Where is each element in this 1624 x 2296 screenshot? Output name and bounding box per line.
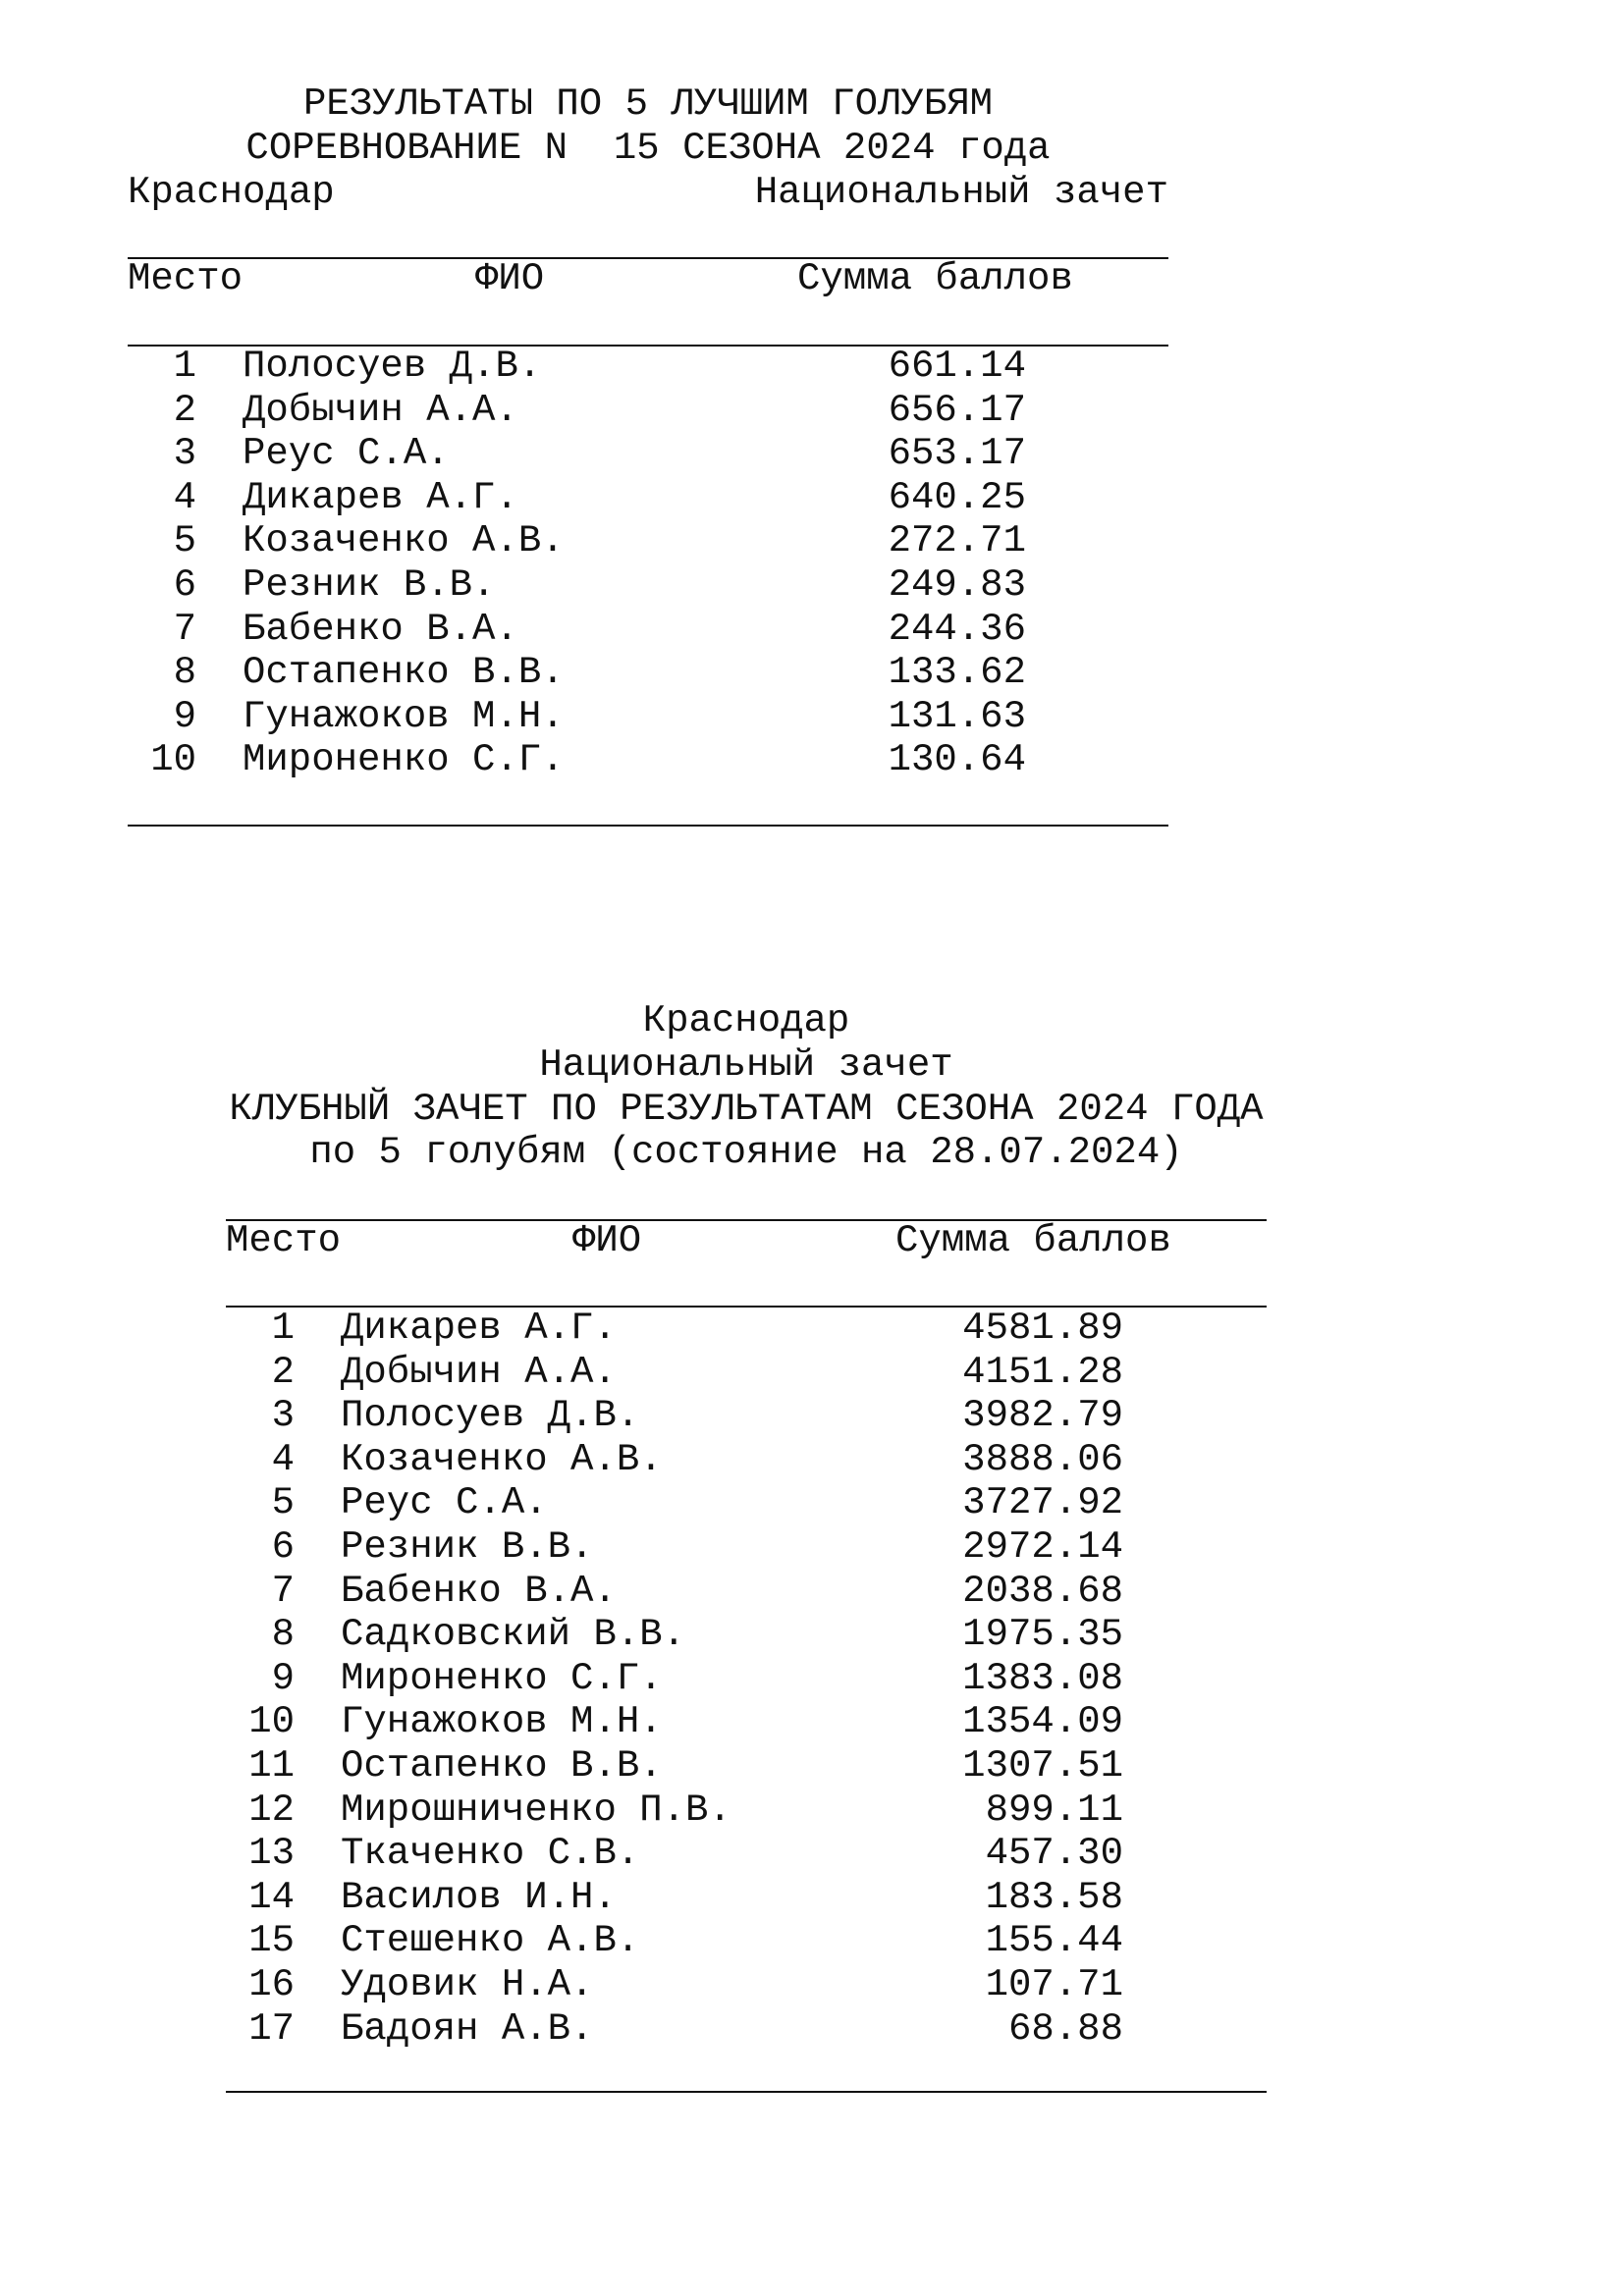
row-name: Мироненко С.Г. xyxy=(243,738,565,782)
section1-city: Краснодар xyxy=(128,171,335,214)
table-row xyxy=(128,651,1168,694)
row-place: 15 xyxy=(248,1919,295,1963)
row-score: 1307.51 xyxy=(962,1744,1123,1788)
table-row xyxy=(128,345,1168,388)
row-place: 1 xyxy=(271,1307,295,1350)
table-row xyxy=(226,1613,1267,1656)
row-score: 107.71 xyxy=(985,1963,1123,2006)
row-score: 899.11 xyxy=(985,1788,1123,1832)
section2-header-name: ФИО xyxy=(572,1219,642,1262)
row-score: 155.44 xyxy=(985,1919,1123,1963)
table-row xyxy=(226,1351,1267,1394)
table-row xyxy=(226,1525,1267,1569)
row-place: 14 xyxy=(248,1875,295,1919)
row-name: Бадоян А.В. xyxy=(341,2006,594,2051)
row-place: 16 xyxy=(248,1963,295,2006)
row-name: Резник В.В. xyxy=(243,563,496,607)
section2-category: Национальный зачет xyxy=(539,1043,953,1087)
row-score: 131.63 xyxy=(888,694,1026,738)
row-name: Добычин А.А. xyxy=(341,1350,617,1394)
row-score: 1975.35 xyxy=(962,1613,1123,1657)
row-score: 2038.68 xyxy=(962,1569,1123,1613)
section1-header-score: Сумма баллов xyxy=(797,257,1073,300)
table-row xyxy=(128,476,1168,519)
row-name: Полосуев Д.В. xyxy=(341,1394,640,1438)
row-name: Полосуев Д.В. xyxy=(243,345,542,388)
row-score: 653.17 xyxy=(888,432,1026,476)
row-name: Дикарев А.Г. xyxy=(243,475,518,519)
row-name: Гунажоков М.Н. xyxy=(341,1700,663,1744)
row-score: 249.83 xyxy=(888,563,1026,607)
table-row xyxy=(226,1394,1267,1437)
section2-subtitle: по 5 голубям (состояние на 28.07.2024) xyxy=(309,1131,1183,1174)
section2-header-place: Место xyxy=(226,1219,342,1262)
row-score: 1354.09 xyxy=(962,1700,1123,1744)
table-row xyxy=(226,1832,1267,1875)
row-place: 7 xyxy=(173,607,196,651)
row-place: 6 xyxy=(173,563,196,607)
row-score: 133.62 xyxy=(888,651,1026,695)
row-score: 656.17 xyxy=(888,388,1026,432)
table-row xyxy=(226,1789,1267,1832)
table-row xyxy=(226,1919,1267,1962)
row-name: Ткаченко С.В. xyxy=(341,1832,640,1876)
row-score: 130.64 xyxy=(888,738,1026,782)
row-place: 8 xyxy=(271,1613,295,1657)
table-row xyxy=(128,608,1168,651)
section1-title: РЕЗУЛЬТАТЫ ПО 5 ЛУЧШИМ ГОЛУБЯМ xyxy=(302,82,994,126)
row-score: 457.30 xyxy=(985,1832,1123,1876)
section2-title: КЛУБНЫЙ ЗАЧЕТ ПО РЕЗУЛЬТАТАМ СЕЗОНА 2024 ГОДА xyxy=(229,1088,1264,1131)
row-score: 244.36 xyxy=(888,607,1026,651)
row-score: 3888.06 xyxy=(962,1437,1123,1481)
row-place: 13 xyxy=(248,1832,295,1876)
section1-category: Национальный зачет xyxy=(754,171,1168,214)
table-row xyxy=(128,563,1168,607)
row-place: 2 xyxy=(173,388,196,432)
row-score: 1383.08 xyxy=(962,1656,1123,1700)
row-place: 5 xyxy=(271,1481,295,1525)
row-place: 5 xyxy=(173,519,196,563)
row-score: 183.58 xyxy=(985,1875,1123,1919)
section2-rule-bottom xyxy=(226,2091,1267,2093)
section2-city: Краснодар xyxy=(642,999,850,1042)
row-name: Козаченко А.В. xyxy=(243,519,565,563)
row-name: Резник В.В. xyxy=(341,1525,594,1569)
table-row xyxy=(226,1876,1267,1919)
row-name: Мирошниченко П.В. xyxy=(341,1788,731,1832)
row-name: Стешенко А.В. xyxy=(341,1919,640,1963)
row-name: Козаченко А.В. xyxy=(341,1437,663,1481)
table-row xyxy=(226,1570,1267,1613)
row-score: 3727.92 xyxy=(962,1481,1123,1525)
section1-header-name: ФИО xyxy=(475,257,545,300)
row-score: 4151.28 xyxy=(962,1350,1123,1394)
row-place: 10 xyxy=(248,1700,295,1744)
row-name: Мироненко С.Г. xyxy=(341,1656,663,1700)
row-score: 272.71 xyxy=(888,519,1026,563)
table-row xyxy=(128,695,1168,738)
row-score: 661.14 xyxy=(888,345,1026,388)
row-place: 9 xyxy=(173,694,196,738)
row-name: Остапенко В.В. xyxy=(243,651,565,695)
row-score: 68.88 xyxy=(1007,2006,1123,2051)
table-row xyxy=(128,738,1168,781)
row-place: 3 xyxy=(271,1394,295,1438)
row-place: 10 xyxy=(150,738,196,782)
row-place: 2 xyxy=(271,1350,295,1394)
row-score: 3982.79 xyxy=(962,1394,1123,1438)
section2-header-score: Сумма баллов xyxy=(895,1219,1171,1262)
row-name: Остапенко В.В. xyxy=(341,1744,663,1788)
row-place: 4 xyxy=(271,1437,295,1481)
table-row xyxy=(128,519,1168,562)
row-name: Добычин А.А. xyxy=(243,388,518,432)
row-name: Бабенко В.А. xyxy=(341,1569,617,1613)
row-place: 17 xyxy=(248,2006,295,2051)
row-place: 4 xyxy=(173,475,196,519)
table-row xyxy=(226,2007,1267,2051)
row-place: 8 xyxy=(173,651,196,695)
row-place: 1 xyxy=(173,345,196,388)
row-score: 4581.89 xyxy=(962,1307,1123,1350)
section1-rule-bottom xyxy=(128,825,1168,827)
row-name: Реус С.А. xyxy=(243,432,450,476)
table-row xyxy=(226,1657,1267,1700)
row-score: 2972.14 xyxy=(962,1525,1123,1569)
row-name: Садковский В.В. xyxy=(341,1613,686,1657)
table-row xyxy=(226,1963,1267,2006)
row-score: 640.25 xyxy=(888,475,1026,519)
table-row xyxy=(128,432,1168,475)
table-row xyxy=(226,1481,1267,1524)
table-row xyxy=(226,1438,1267,1481)
row-name: Реус С.А. xyxy=(341,1481,548,1525)
row-name: Гунажоков М.Н. xyxy=(243,694,565,738)
row-name: Дикарев А.Г. xyxy=(341,1307,617,1350)
row-place: 7 xyxy=(271,1569,295,1613)
row-place: 11 xyxy=(248,1744,295,1788)
row-place: 12 xyxy=(248,1788,295,1832)
section1-header-place: Место xyxy=(128,257,244,300)
section1-subtitle: СОРЕВНОВАНИЕ N 15 СЕЗОНА 2024 года xyxy=(245,127,1051,170)
row-name: Удовик Н.А. xyxy=(341,1963,594,2006)
table-row xyxy=(226,1700,1267,1743)
row-place: 3 xyxy=(173,432,196,476)
row-name: Василов И.Н. xyxy=(341,1875,617,1919)
row-place: 9 xyxy=(271,1656,295,1700)
table-row xyxy=(226,1744,1267,1788)
row-place: 6 xyxy=(271,1525,295,1569)
table-row xyxy=(128,389,1168,432)
table-row xyxy=(226,1307,1267,1350)
row-name: Бабенко В.А. xyxy=(243,607,518,651)
